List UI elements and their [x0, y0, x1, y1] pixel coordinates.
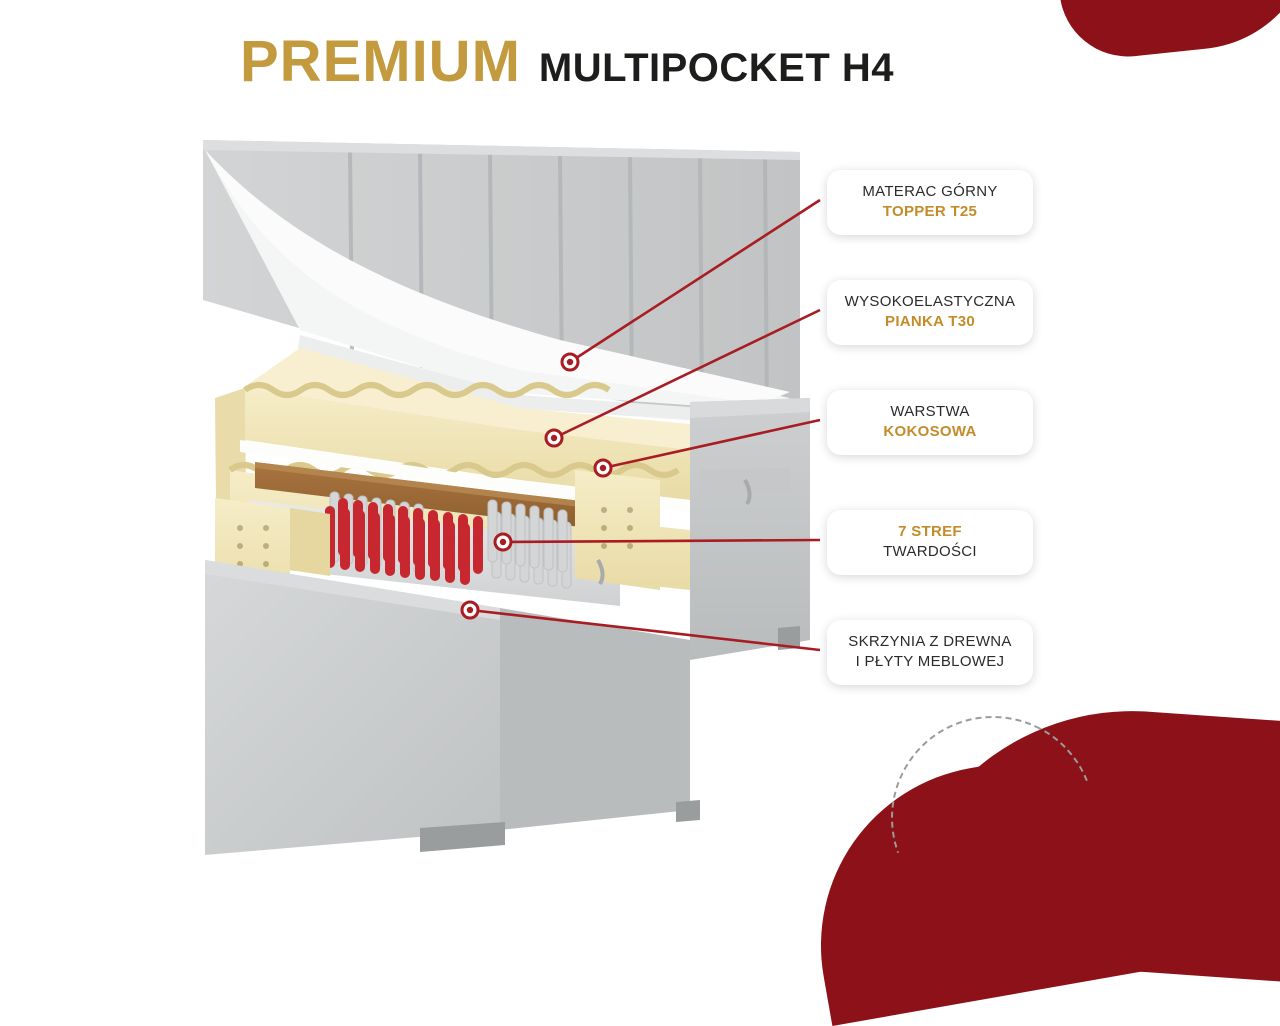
- callout-box-line1: SKRZYNIA Z DREWNA: [848, 633, 1012, 650]
- callout-coconut-line2: KOKOSOWA: [883, 423, 977, 441]
- callout-foam-line2: PIANKA T30: [885, 313, 975, 331]
- callout-foam-line1: WYSOKOELASTYCZNA: [844, 293, 1016, 310]
- callout-coconut-line1: WARSTWA: [890, 403, 970, 420]
- callout-box-line2: I PŁYTY MEBLOWEJ: [855, 653, 1005, 671]
- callout-topper-line1: MATERAC GÓRNY: [862, 183, 998, 200]
- callout-foam[interactable]: [827, 280, 1033, 345]
- callout-box[interactable]: [827, 620, 1033, 685]
- callout-topper[interactable]: [827, 170, 1033, 235]
- callout-coconut[interactable]: [827, 390, 1033, 455]
- callout-zones-line1: 7 STREF: [898, 523, 962, 540]
- title-model: MULTIPOCKET H4: [538, 46, 895, 90]
- title-brand: PREMIUM: [240, 29, 521, 94]
- callout-topper-line2: TOPPER T25: [882, 203, 978, 221]
- callout-zones[interactable]: [827, 510, 1033, 575]
- callout-zones-line2: TWARDOŚCI: [883, 543, 977, 561]
